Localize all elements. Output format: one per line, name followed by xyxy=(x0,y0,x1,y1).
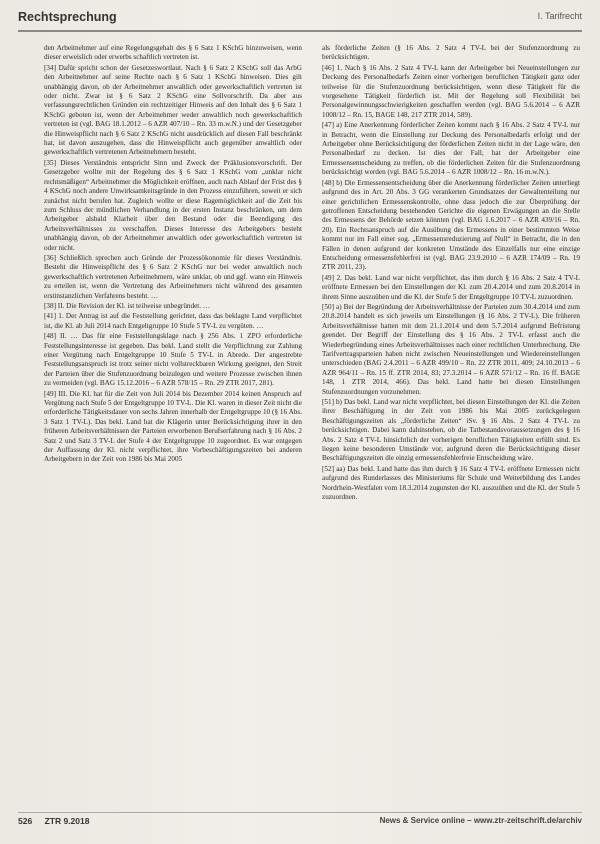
footer-left xyxy=(18,816,99,826)
paragraph: [38] II. Die Revision der Kl. ist teilweise unbegründet. … xyxy=(44,301,211,310)
paragraph: [34] Dafür spricht schon der Gesetzeswortlaut. Nach § 6 Satz 2 KSchG soll das ArbG den Arbeitnehmer auf seine Rechte nach § 6 Satz 1 KSchG hinweisen. Dies gilt unabhängig davon, ob der Arbeitnehmer anwaltlich oder gewerkschaftlich vertreten ist oder nicht. Zwar ist § 6 Satz 2 KSchG eine Sollvorschrift. Da aber aus verfassungsrechtlichen Gründen ein rechtzeitiger Hinweis auf den Inhalt des § 6 Satz 1 KSchG geboten ist, wenn der Arbeitnehmer weder anwaltlich noch gewerkschaftlich vertreten ist (vgl. BAG 18.1.2012 – 6 AZR 407/10 – Rn. 33 m.w.N.) und der Gesetzgeber die Hinweispflicht nach § 6 Satz 2 KSchG nicht ausdrücklich auf diesen Fall beschränkt hat, ist davon auszugehen, dass die Hinweispflicht auch gegenüber anwaltlich oder gewerkschaftlich vertretenen Arbeitnehmern besteht. xyxy=(44,63,302,157)
journal-issue: ZTR 9.2018 xyxy=(44,816,90,826)
page-number: 526 xyxy=(18,816,33,826)
paragraph: [48] II. … Das für eine Feststellungsklage nach § 256 Abs. 1 ZPO erforderliche Feststellungsinteresse ist gegeben. Das bekl. Land stellt die Verpflichtung zur Zahlung einer Vergütung nach Entgeltgruppe 10 Stufe 5 TV-L in Abrede. Der angestrebte Feststellungsanspruch ist trotz seiner nicht vollstreckbaren Wirkung geeignet, den Streit der Parteien über die Stufenzuordnung beizulegen und weitere Prozesse zwischen ihnen zu vermeiden (vgl. BAG 15.12.2016 – 6 AZR 578/15 – Rn. 29 ZTR 2017, 281). xyxy=(44,332,302,388)
paragraph: [49] III. Die Kl. hat für die Zeit von Juli 2014 bis Dezember 2014 keinen Anspruch auf Vergütung nach Stufe 5 der Entgeltgruppe 10 TV-L. Die Kl. waren in dieser Zeit nicht die erforderliche Tätigkeitsdauer von sechs Jahren innerhalb der Entgeltgruppe 10 (§ 16 Abs. 3 Satz 1 TV-L). Das bekl. Land hat die Klägerin unter Berücksichtigung ihrer in den früheren Arbeitsverhältnissen der Parteien erworbenen Berufserfahrung nach § 16 Abs. 2 Satz 2 und Satz 3 TV-L der Stufe 4 der Entgeltgruppe 10 zugeordnet. Es war entgegen der Auffassung der Kl. nicht verpflichtet, ihre Vorbeschäftigungszeiten bei anderen Arbeitgebern in der Zeit von 1986 bis Mai 2005 xyxy=(44,389,302,464)
paragraph: [47] a) Eine Anerkennung förderlicher Zeiten kommt nach § 16 Abs. 2 Satz 4 TV-L nur in Betracht, wenn die Einstellung zur Deckung des Personalbedarfs erfolgt und der Arbeitgeber ohne Berücksichtigung der förderlichen Zeiten nicht in der Lage wäre, den Personalbedarf zu decken. Ist dies der Fall, hat der Arbeitgeber eine Ermessensentscheidung zu treffen, ob die förderlichen Zeiten für die Stufenzuordnung berücksichtigt werden (vgl. BAG 5.6.2014 – 6 AZR 1008/12 – Rn. 16 m.w.N.). xyxy=(322,121,580,177)
paragraph: [49] 2. Das bekl. Land war nicht verpflichtet, das ihm durch § 16 Abs. 2 Satz 4 TV-L eröffnete Ermessen bei den Einstellungen der Kl. zum 20.4.2014 und zum 20.8.2014 in ihrem Sinne auszuüben und die Kl. der Stufe 5 der Entgeltgruppe 10 TV-L zuzuordnen. xyxy=(322,273,580,301)
paragraph: [51] b) Das bekl. Land war nicht verpflichtet, bei diesen Einstellungen der Kl. die Zeiten ihrer Beschäftigung in der Zeit von 1986 bis Mai 2005 zurückgelegten Beschäftigungszeiten als „förderliche Zeiten“ iSv. § 16 Abs. 2 Satz 4 TV-L zu berücksichtigen. Dabei kann dahinstehen, ob die Tatbestandsvoraussetzungen des § 16 Abs. 2 Satz 4 TV-L hinsichtlich der vorherigen beruflichen Tätigkeiten erfüllt sind. Es liegen keine besonderen Umstände vor, aufgrund deren die Berücksichtigung dieser Beschäftigungszeiten die einzig ermessensfehlerfreie Entscheidung wäre. xyxy=(322,398,580,463)
subsection-label: I. Tarifrecht xyxy=(537,11,582,21)
page-footer xyxy=(18,812,582,829)
paragraph: [41] 1. Der Antrag ist auf die Feststellung gerichtet, dass das beklagte Land verpflichtet ist, die Kl. ab Juli 2014 nach Entgeltgruppe 10 Stufe 5 TV-L zu vergüten. … xyxy=(44,312,302,330)
paragraph: den Arbeitnehmer auf eine Regelungsgehalt des § 6 Satz 1 KSchG hinzuweisen, wenn dieser erweislich oder erwerbs schaftlich vertreten ist. xyxy=(44,44,302,62)
paragraph: [52] aa) Das bekl. Land hatte das ihm durch § 16 Satz 4 TV-L eröffnete Ermessen nicht aufgrund des Runderlasses des Ministeriums für Schule und Weiterbildung des Landes Nordrhein-Westfalen vom 18.3.2014 zugunsten der Kl. auszuüben und die Kl. der Stufe 5 zuzuordnen. xyxy=(322,464,580,502)
page-header xyxy=(18,8,582,32)
paragraph: [46] 1. Nach § 16 Abs. 2 Satz 4 TV-L kann der Arbeitgeber bei Neueinstellungen zur Deckung des Personalbedarfs Zeiten einer vorherigen beruflichen Tätigkeit ganz oder teilweise für die Stufenzuordnung berücksichtigen, wenn diese Tätigkeit für die vorgesehene Tätigkeit förderlich ist. Mit der Regelung soll Flexibilität bei Personalgewinnungsschwierigkeiten geschaffen werden (vgl. BAG 5.6.2014 – 6 AZR 1008/12 – Rn. 15, BAGE 148, 217 ZTR 2014, 589). xyxy=(322,63,580,119)
paragraph: [48] b) Die Ermessensentscheidung über die Anerkennung förderlicher Zeiten unterliegt aufgrund des in Art. 20 Abs. 3 GG verankerten Grundsatzes der Gewaltenteilung nur einer gerichtlichen Ermessenskontrolle, ohne dass jedoch die zur Überprüfung der getroffenen Entscheidung bestehenden Gerichte die eigenen Erwägungen an die Stelle des Ermessens der Behörde setzen könnten (vgl. BAG 1.6.2017 – 6 AZR 439/16 – Rn. 20). Ein Rechtsanspruch auf die Ausübung des Ermessens in einer bestimmten Weise kommt nur im Fall einer sog. „Ermessensreduzierung auf Null“ in Betracht, die in den Fällen in denen aufgrund der konkreten Umstände des Einzelfalls nur eine einzige Entscheidung ermessensfehlerfrei ist (vgl. BAG 23.9.2010 – 6 AZR 174/09 – Rn. 19 ZTR 2011, 23). xyxy=(322,178,580,272)
right-column xyxy=(322,44,580,504)
left-column xyxy=(44,44,302,466)
paragraph: [50] a) Bei der Begründung der Arbeitsverhältnisse der Parteien zum 30.4.2014 und zum 20.8.2014 handelt es sich jeweils um Einstellungen (§ 16 Abs. 2 TV-L). Die früheren Arbeitsverhältnisse hatten mit dem 21.1.2014 und dem 5.7.2014 aufgrund Befristung geendet. Der Begriff der Einstellung des § 16 Abs. 2 TV-L erfasst auch die Wiederbegründung eines Arbeitsverhältnisses nach einer rechtlichen Unterbrechung. Die Tarifvertragsparteien haben nicht zwischen Neueinstellungen und Wiedereinstellungen unterschieden (BAG 2.4.2011 – 6 AZR 499/10 – Rn. 22 ZTR 2011, 409; 24.10.2013 – 6 AZR 964/11 – Rn. 15 ff. ZTR 2014, 83; 27.3.2014 – 6 AZR 571/12 – Rn. 16 ff. BAGE 148, 1 ZTR 2014, 466). Das bekl. Land hatte bei diesen Einstellungen Stufenzuordnungen vorzunehmen. xyxy=(322,302,580,396)
paragraph: [36] Schließlich sprechen auch Gründe der Prozessökonomie für dieses Verständnis. Besteht die Hinweispflicht des § 6 Satz 2 KSchG nur bei weder anwaltlich noch gewerkschaftlich vertretenen Arbeitnehmern, wäre unklar, ob und ggf. wann ein Hinweis zu erteilen ist, wenn die Vertretung des Arbeitnehmers nicht während des gesamten erstinstanzlichen Verfahrens besteht. … xyxy=(44,253,302,300)
paragraph: [35] Dieses Verständnis entspricht Sinn und Zweck der Präklusionsvorschrift. Der Gesetzgeber wollte mit der Regelung des § 6 Satz 1 KSchG vom „unklar nicht rechtsmäßigen“ Arbeitnehmer die Möglichkeit eröffnen, auch nach Ablauf der Frist des § 4 KSchG noch andere Unwirksamkeitsgründe in den Prozess einzuführen, soweit er sich zunächst nicht berufen hat. Zugleich wollte er diese Ragemöglichkeit auf die Zeit bis zum Schluss der mündlichen Verhandlung in der ersten Instanz beschränken, um dem Arbeitgeber alsbald Klarheit über den Bestand oder die Beendigung des Arbeitsverhältnisses zu verschaffen. Dieses Interesse des Arbeitgebers besteht unabhängig davon, ob der Arbeitnehmer anwaltlich oder gewerkschaftlich vertreten ist oder nicht. xyxy=(44,158,302,252)
footer-link: News & Service online – www.ztr-zeitschrift.de/archiv xyxy=(379,816,582,825)
section-title: Rechtsprechung xyxy=(18,10,117,24)
paragraph: als förderliche Zeiten (§ 16 Abs. 2 Satz 4 TV-L bei der Stufenzuordnung zu berücksichtigen. xyxy=(322,44,580,62)
